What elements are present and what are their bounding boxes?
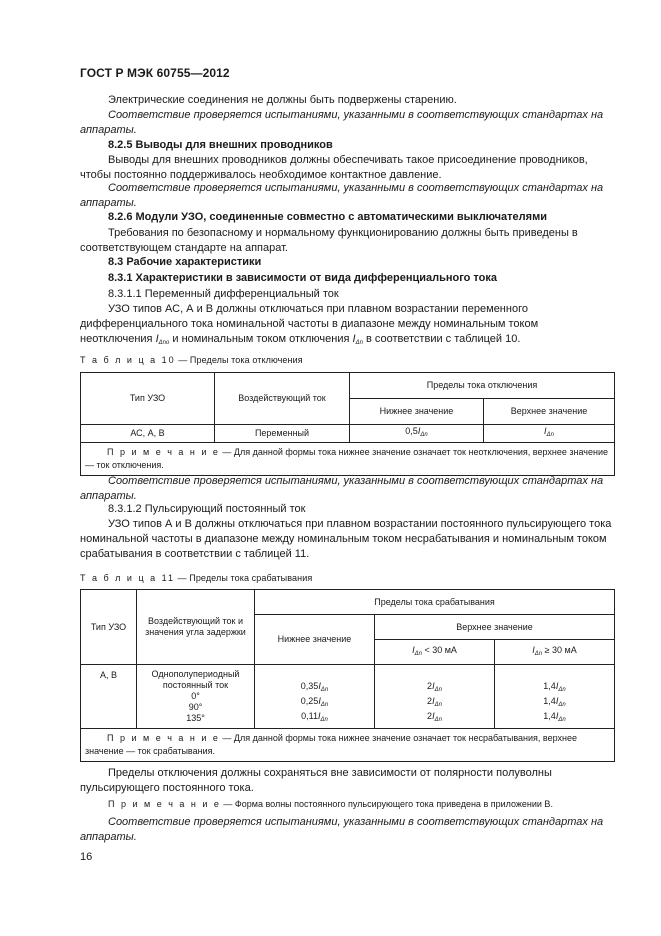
table-11-upper-a-value: $2I_{\Delta n}$	[427, 696, 442, 708]
heading-8-3: 8.3 Рабочие характеристики	[108, 256, 262, 268]
paragraph-terminals: Выводы для внешних проводников должны обеспечивать такое присоединение проводников, чтобы постоянно поддерживалось необходимое контактное давление.	[80, 154, 588, 181]
table-11-header-current: Воздействующий ток и значения угла задержки	[137, 590, 255, 665]
paragraph-ac-current: УЗО типов АС, А и В должны отключаться при плавном возрастании переменного дифференциального тока номинальной частоты в диапазоне между номинальным током неотключения $I_{\Delta no}$ и номинальным током отключения $I_{\Delta n}$ в соответствии с таблицей 10.	[80, 303, 539, 346]
table-11-header-upper-lt30: $I_{\Delta n} < 30$ мА	[375, 640, 495, 665]
table-11-angle: 135°	[186, 713, 205, 723]
table-10	[80, 372, 615, 476]
heading-8-3-1-2: 8.3.1.2 Пульсирующий постоянный ток	[108, 503, 306, 515]
table-11-upper-b-value: $1,4I_{\Delta n}$	[543, 711, 566, 723]
paragraph-compliance-4: Соответствие проверяется испытаниями, указанными в соответствующих стандартах на аппараты.	[80, 816, 604, 843]
table-10-header-type: Тип УЗО	[81, 373, 215, 425]
paragraph-modules: Требования по безопасному и нормальному функционированию должны быть приведены в соответствующем стандарте на аппарат.	[80, 227, 578, 254]
table-10-cell-current: Переменный	[215, 425, 350, 443]
document-header: ГОСТ Р МЭК 60755—2012	[80, 66, 230, 80]
paragraph-pulsating-dc: УЗО типов А и В должны отключаться при плавном возрастании постоянного пульсирующего тока номинальной частоты в диапазоне между номинальным током несрабатывания и номинальным током срабатывания в соответствии с таблицей 11.	[80, 518, 612, 560]
table-10-caption: Т а б л и ц а 10 — Пределы тока отключения	[80, 355, 303, 365]
table-10-cell-lower: $0,5I_{\Delta n}$	[350, 425, 484, 443]
table-11-upper-b-value: $1,4I_{\Delta n}$	[543, 696, 566, 708]
page-number: 16	[80, 851, 93, 863]
table-11-header-lower: Нижнее значение	[255, 615, 375, 665]
heading-8-2-5: 8.2.5 Выводы для внешних проводников	[108, 139, 333, 151]
table-11-cell-upper-lt30	[375, 665, 495, 729]
table-10-header-current: Воздействующий ток	[215, 373, 350, 425]
table-11-note: П р и м е ч а н и е — Для данной формы тока нижнее значение означает ток несрабатывания, верхнее значение — ток срабатывания.	[81, 729, 615, 762]
table-11-header-limits: Пределы тока срабатывания	[255, 590, 615, 615]
table-10-cell-upper: $I_{\Delta n}$	[484, 425, 615, 443]
table-11-lower-value: $0,25I_{\Delta n}$	[300, 696, 329, 708]
table-11-cell-type: А, В	[81, 665, 137, 729]
paragraph-compliance-2: Соответствие проверяется испытаниями, указанными в соответствующих стандартах на аппараты.	[80, 182, 604, 209]
table-11-upper-a-value: $2I_{\Delta n}$	[427, 681, 442, 693]
table-11-header-type: Тип УЗО	[81, 590, 137, 665]
table-11-upper-a-value: $2I_{\Delta n}$	[427, 711, 442, 723]
table-10-cell-type: АС, А, В	[81, 425, 215, 443]
paragraph-compliance-3: Соответствие проверяется испытаниями, указанными в соответствующих стандартах на аппараты.	[80, 475, 604, 502]
table-11-lower-value: $0,11I_{\Delta n}$	[301, 711, 328, 723]
table-11-angle: 0°	[191, 691, 200, 701]
table-10-header-limits: Пределы тока отключения	[350, 373, 615, 399]
table-11-lower-value: $0,35I_{\Delta n}$	[300, 681, 329, 693]
table-10-header-upper: Верхнее значение	[484, 399, 615, 425]
paragraph-compliance-1: Соответствие проверяется испытаниями, указанными в соответствующих стандартах на аппараты.	[80, 109, 604, 136]
table-11-header-upper: Верхнее значение	[375, 615, 615, 640]
table-10-header-lower: Нижнее значение	[350, 399, 484, 425]
paragraph-aging: Электрические соединения не должны быть подвержены старению.	[108, 94, 457, 106]
table-11-caption: Т а б л и ц а 11 — Пределы тока срабатывания	[80, 573, 313, 583]
table-11-header-upper-ge30: $I_{\Delta n} \ge 30$ мА	[495, 640, 615, 665]
paragraph-polarity: Пределы отключения должны сохраняться вне зависимости от полярности полуволны пульсирующего постоянного тока.	[80, 767, 552, 794]
table-11-upper-b-value: $1,4I_{\Delta n}$	[543, 681, 566, 693]
heading-8-3-1-1: 8.3.1.1 Переменный дифференциальный ток	[108, 288, 339, 300]
table-11-angle: 90°	[188, 702, 203, 712]
note-waveform: П р и м е ч а н и е — Форма волны постоянного пульсирующего тока приведена в приложении В.	[108, 799, 553, 809]
table-11-current-label: Однополупериодный постоянный ток	[151, 669, 240, 690]
table-11	[80, 589, 615, 762]
table-11-cell-upper-ge30	[495, 665, 615, 729]
heading-8-2-6: 8.2.6 Модули УЗО, соединенные совместно с автоматическими выключателями	[108, 211, 547, 223]
table-11-cell-lower	[255, 665, 375, 729]
heading-8-3-1: 8.3.1 Характеристики в зависимости от вида дифференциального тока	[108, 272, 498, 284]
table-10-note: П р и м е ч а н и е — Для данной формы тока нижнее значение означает ток неотключения, верхнее значение — ток отключения.	[81, 443, 615, 476]
table-11-cell-current	[137, 665, 255, 729]
